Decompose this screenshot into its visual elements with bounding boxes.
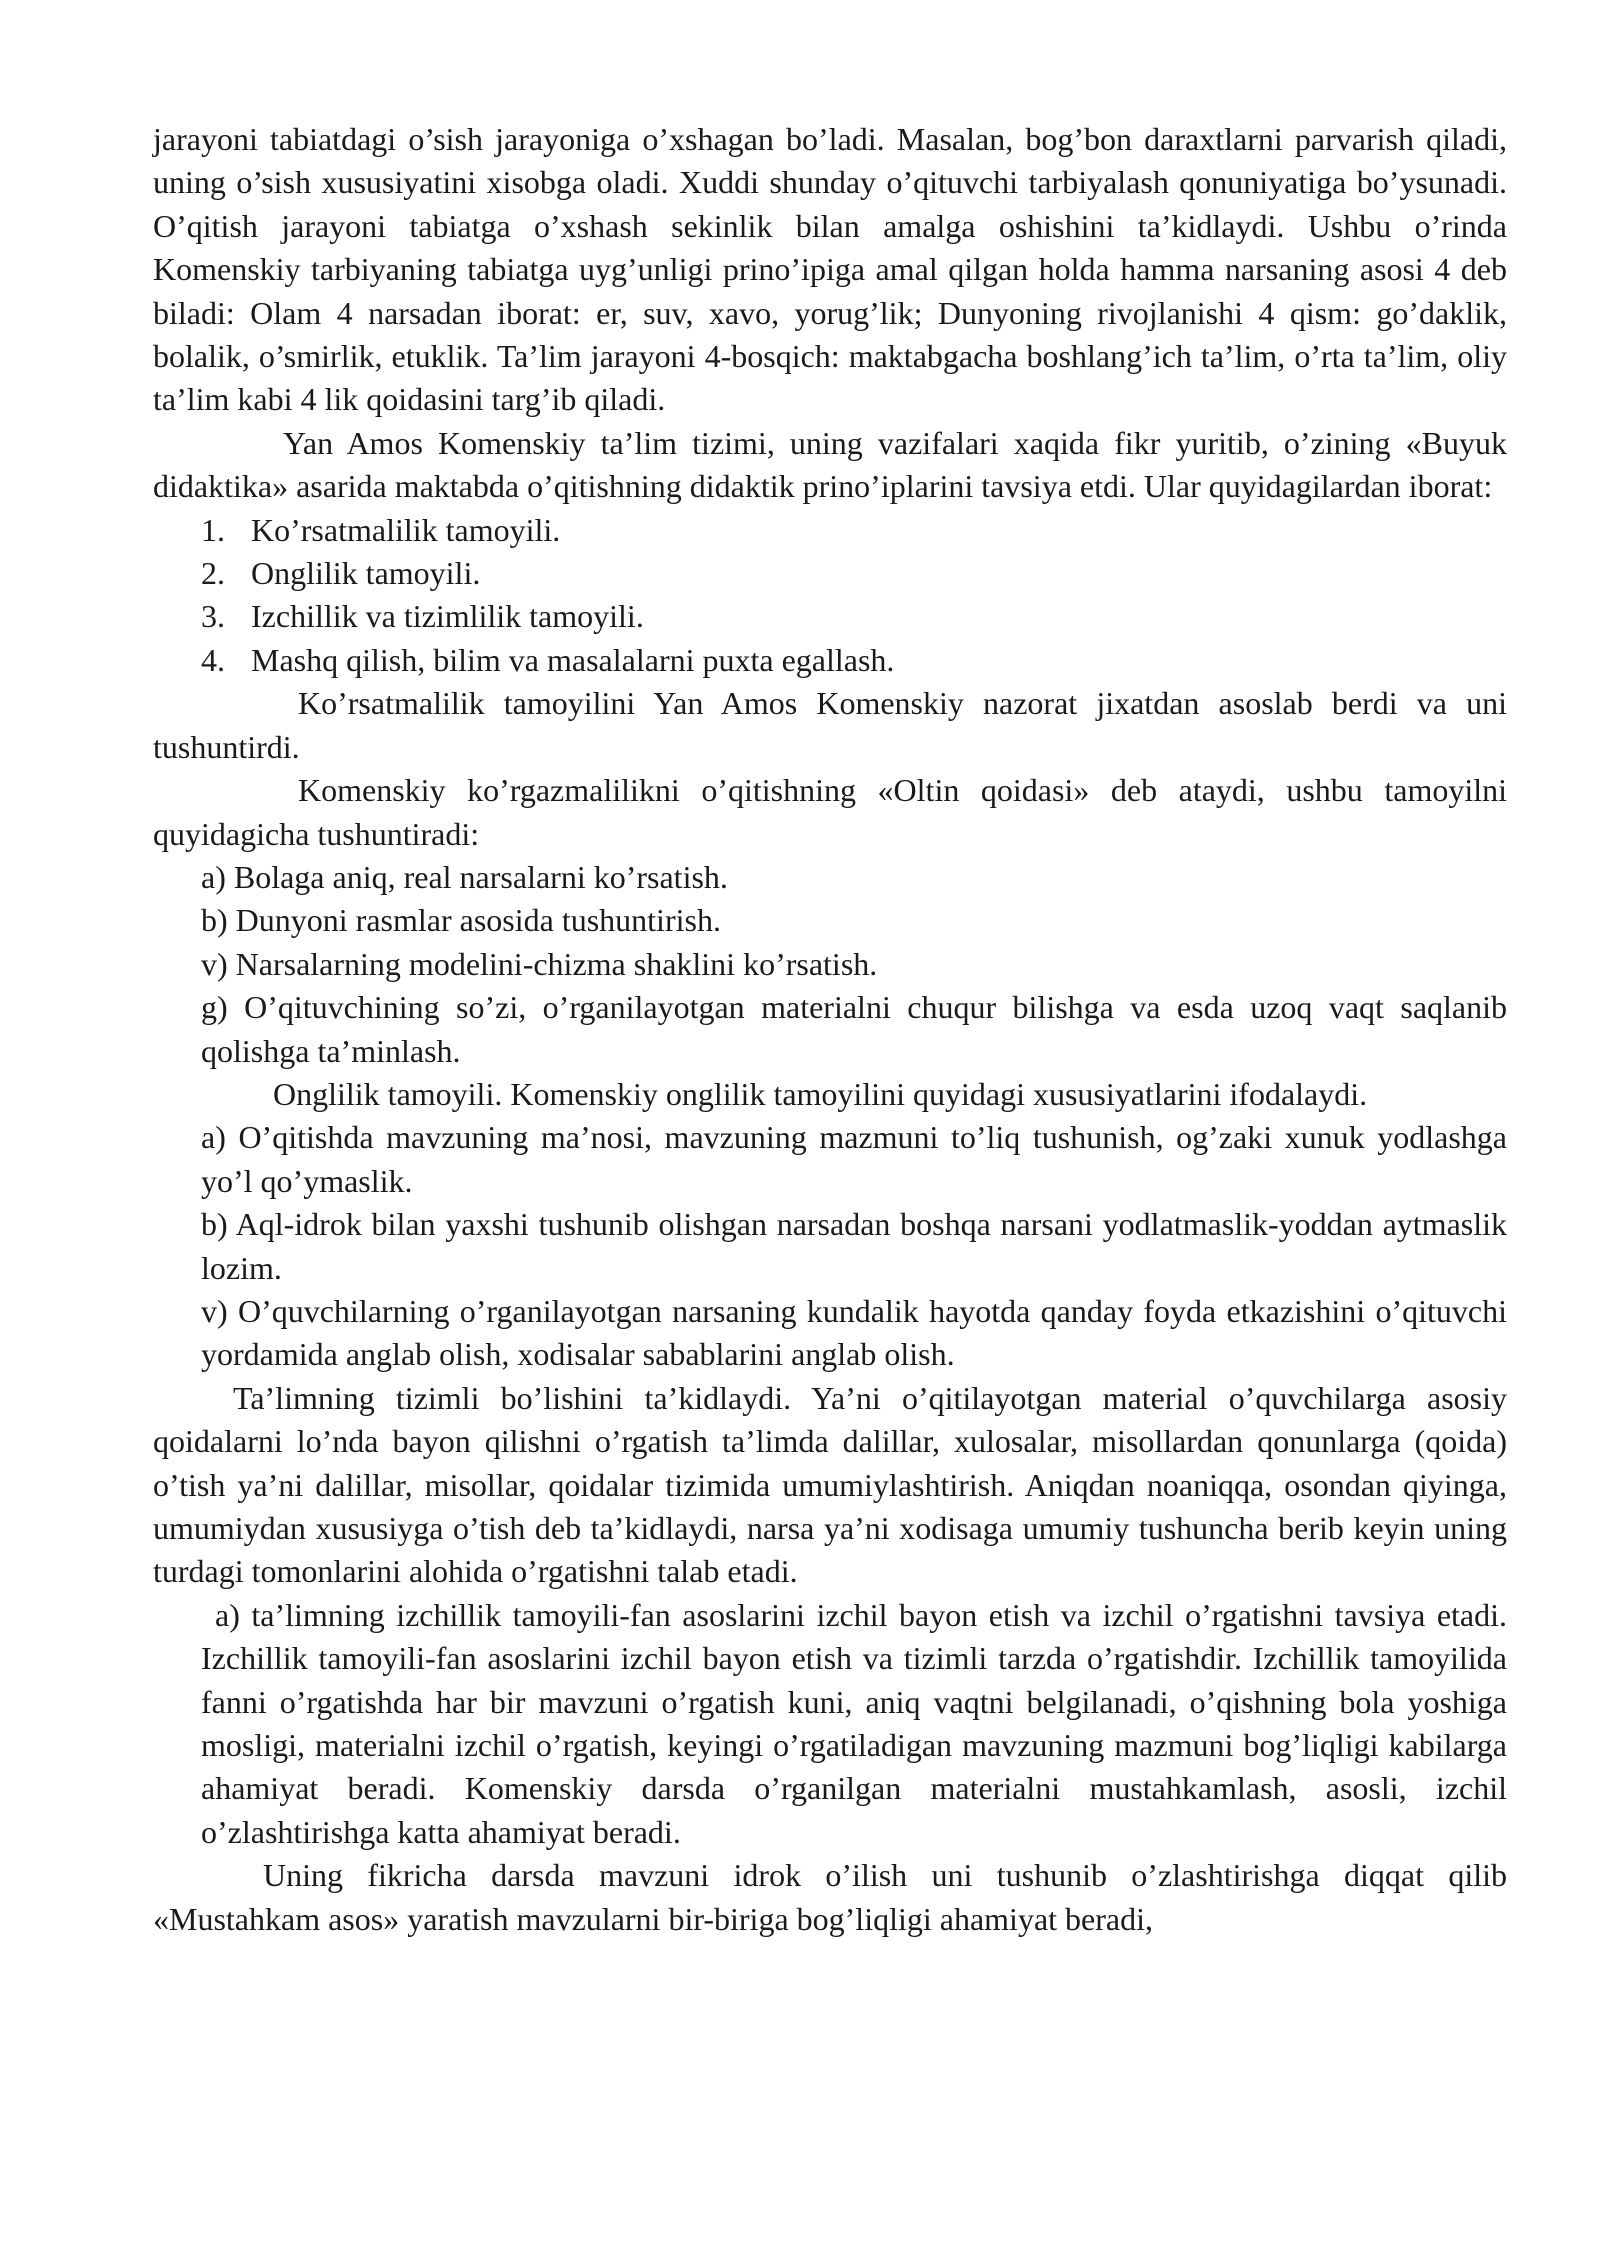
- consciousness-item-a: a) O’qitishda mavzuning ma’nosi, mavzuning mazmuni to’liq tushunish, og’zaki xunuk yodlashga yo’l qo’ymaslik.: [201, 1119, 1507, 1199]
- list-item: [153, 595, 1507, 638]
- paragraph-golden-rule: Komenskiy ko’rgazmalilikni o’qitishning «Oltin qoidasi» deb ataydi, ushbu tamoyilni quyidagicha tushuntiradi:: [153, 772, 1507, 852]
- consciousness-item-v: v) O’quvchilarning o’rganilayotgan narsaning kundalik hayotda qanday foyda etkazishini o’qituvchi yordamida anglab olish, xodisalar sabablarini anglab olish.: [201, 1292, 1507, 1373]
- sequence-item-a: a) ta’limning izchillik tamoyili-fan asoslarini izchil bayon etish va izchil o’rgatishni tavsiya etadi. Izchillik tamoyili-fan asoslarini izchil bayon etish va tizimli tarzda o’rgatishdir. Izchillik tamoyilida fanni o’rgatishda har bir mavzuni o’rgatish kuni, aniq vaqtni belgilanadi, o’qishning bola yoshiga mosligi, materialni izchil o’rgatish, keyingi o’rgatiladigan mavzuning mazmuni bog’liqligi kabilarga ahamiyat beradi. Komenskiy darsda o’rganilgan materialni mustahkamlash, asosli, izchil o’zlashtirishga katta ahamiyat beradi.: [201, 1596, 1507, 1850]
- paragraph-solid-foundation: Uning fikricha darsda mavzuni idrok o’ilish uni tushunib o’zlashtirishga diqqat qilib «Mustahkam asos» yaratish mavzularni bir-biriga bog’liqligi ahamiyat beradi,: [153, 1857, 1507, 1937]
- list-item-text: Mashq qilish, bilim va masalalarni puxta egallash.: [251, 641, 895, 678]
- list-item: [153, 552, 1507, 595]
- consciousness-item-b: b) Aql-idrok bilan yaxshi tushunib olishgan narsadan boshqa narsani yodlatmaslik-yoddan aytmaslik lozim.: [201, 1206, 1507, 1286]
- principles-list: [153, 509, 1507, 683]
- list-number: 1.: [201, 511, 225, 548]
- golden-rule-item-a: a) Bolaga aniq, real narsalarni ko’rsatish.: [201, 858, 728, 895]
- list-item-text: Izchillik va tizimlilik tamoyili.: [251, 598, 644, 635]
- list-item-text: Ko’rsatmalilik tamoyili.: [251, 511, 561, 548]
- paragraph-systematic: Ta’limning tizimli bo’lishini ta’kidlaydi. Ya’ni o’qitilayotgan material o’quvchilarga asosiy qoidalarni lo’nda bayon qilishni o’rgatish ta’limda dalillar, xulosalar, misollardan qonunlarga (qoida) o’tish ya’ni dalillar, misollar, qoidalar tizimida umumiylashtirish. Aniqdan noaniqqa, osondan qiyinga, umumiydan xususiyga o’tish deb ta’kidlaydi, narsa ya’ni xodisaga umumiy tushuncha berib keyin uning turdagi tomonlarini alohida o’rgatishni talab etadi.: [153, 1379, 1507, 1590]
- list-number: 2.: [201, 555, 225, 592]
- paragraph-intro: jarayoni tabiatdagi o’sish jarayoniga o’xshagan bo’ladi. Masalan, bog’bon daraxtlarni parvarish qiladi, uning o’sish xususiyatini xisobga oladi. Xuddi shunday o’qituvchi tarbiyalash qonuniyatiga bo’ysunadi. O’qitish jarayoni tabiatga o’xshash sekinlik bilan amalga oshishini ta’kidlaydi. Ushbu o’rinda Komenskiy tarbiyaning tabiatga uyg’unligi prino’ipiga amal qilgan holda hamma narsaning asosi 4 deb biladi: Olam 4 narsadan iborat: er, suv, xavo, yorug’lik; Dunyoning rivojlanishi 4 qism: go’daklik, bolalik, o’smirlik, etuklik. Ta’lim jarayoni 4-bosqich: maktabgacha boshlang’ich ta’lim, o’rta ta’lim, oliy ta’lim kabi 4 lik qoidasini targ’ib qiladi.: [153, 121, 1507, 418]
- golden-rule-item-b: b) Dunyoni rasmlar asosida tushuntirish.: [201, 902, 721, 939]
- body-text: [153, 118, 1507, 1941]
- golden-rule-item-v: v) Narsalarning modelini-chizma shaklini ko’rsatish.: [201, 945, 878, 982]
- list-item-text: Onglilik tamoyili.: [251, 555, 481, 592]
- paragraph-buyuk-didaktika: Yan Amos Komenskiy ta’lim tizimi, uning vazifalari xaqida fikr yuritib, o’zining «Buyuk didaktika» asarida maktabda o’qitishning didaktik prino’iplarini tavsiya etdi. Ular quyidagilardan iborat:: [153, 424, 1507, 505]
- paragraph-visual-principle: Ko’rsatmalilik tamoyilini Yan Amos Komenskiy nazorat jixatdan asoslab berdi va uni tushuntirdi.: [153, 685, 1507, 765]
- list-number: 3.: [201, 598, 225, 635]
- list-item: [153, 509, 1507, 552]
- list-number: 4.: [201, 641, 225, 678]
- golden-rule-item-g: g) O’qituvchining so’zi, o’rganilayotgan materialni chuqur bilishga va esda uzoq vaqt saqlanib qolishga ta’minlash.: [201, 989, 1507, 1069]
- paragraph-consciousness: Onglilik tamoyili. Komenskiy onglilik tamoyilini quyidagi xususiyatlarini ifodalaydi.: [273, 1075, 1368, 1112]
- list-item: [153, 639, 1507, 682]
